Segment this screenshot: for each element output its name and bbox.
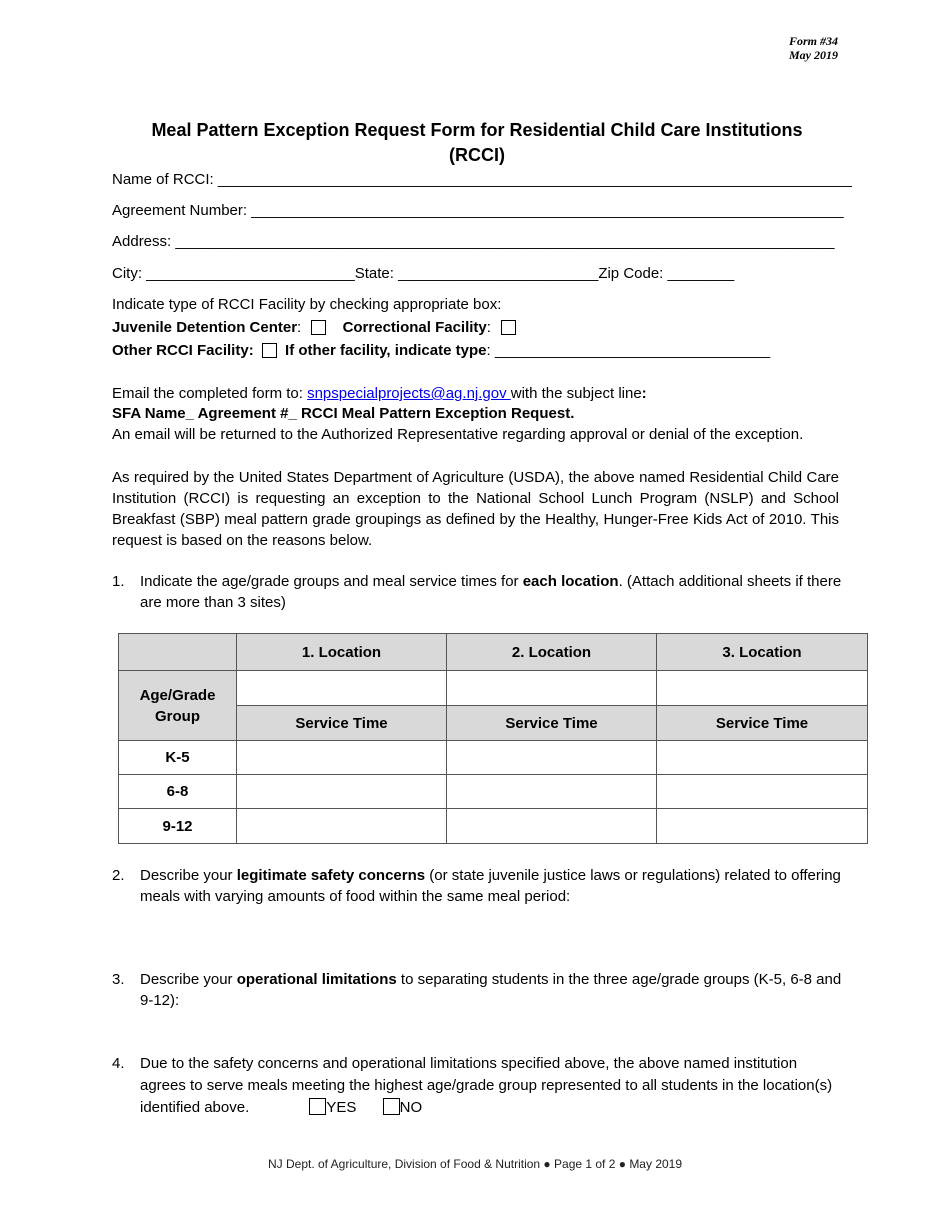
city-blank[interactable]: _________________________	[146, 265, 355, 282]
item-4-number: 4.	[112, 1055, 125, 1072]
form-date: May 2019	[789, 48, 838, 62]
address-blank[interactable]: _______________________________________________________________________________	[175, 233, 835, 250]
item-3-pre: Describe your	[140, 971, 237, 988]
item-1-bold: each location	[522, 573, 619, 590]
zip-blank[interactable]: ________	[667, 265, 735, 282]
facility-row-1	[112, 318, 516, 338]
service-time-cell[interactable]	[447, 809, 657, 844]
juvenile-checkbox[interactable]	[311, 320, 326, 335]
item-2-number: 2.	[112, 867, 125, 884]
table-header-row	[119, 634, 868, 671]
table-row	[119, 741, 868, 775]
no-option[interactable]	[383, 1097, 423, 1119]
other-facility-checkbox[interactable]	[262, 343, 277, 358]
item-2-pre: Describe your	[140, 867, 237, 884]
item-1-number: 1.	[112, 573, 125, 590]
yes-label: YES	[326, 1099, 357, 1116]
state-label: State:	[354, 265, 399, 282]
title-line-1: Meal Pattern Exception Request Form for Residential Child Care Institutions	[151, 120, 803, 140]
item-3-post: to separating students in the three age/grade groups (K-5, 6-8 and 9-12):	[140, 971, 842, 1009]
service-time-header-3: Service Time	[657, 706, 868, 741]
location-header-1: 1. Location	[237, 634, 447, 671]
service-time-cell[interactable]	[237, 809, 447, 844]
form-number: Form #34	[788, 34, 838, 48]
item-4-text	[140, 1053, 842, 1119]
service-time-header-2: Service Time	[447, 706, 657, 741]
group-9-12: 9-12	[119, 809, 237, 844]
item-2-bold: legitimate safety concerns	[236, 867, 426, 884]
email-suffix: with the subject line	[510, 385, 642, 402]
location-name-cell-3[interactable]	[657, 671, 868, 706]
group-k5: K-5	[119, 741, 237, 775]
page-footer: NJ Dept. of Agriculture, Division of Food & Nutrition ● Page 1 of 2 ● May 2019	[267, 1157, 683, 1171]
item-2-text	[140, 865, 842, 907]
item-4-body: Due to the safety concerns and operational limitations specified above, the above named institution agrees to serve meals meeting the highest age/grade group represented to all students in the location(s) identified above.	[140, 1055, 833, 1116]
email-prefix: Email the completed form to:	[112, 385, 308, 402]
item-1-pre: Indicate the age/grade groups and meal service times for	[140, 573, 523, 590]
address-field-row	[112, 232, 834, 252]
location-name-cell-2[interactable]	[447, 671, 657, 706]
group-6-8: 6-8	[119, 775, 237, 809]
statement-paragraph: As required by the United States Department of Agriculture (USDA), the above named Residential Child Care Institution (RCCI) is requesting an exception to the National School Lunch Program (NSLP) and School Breakfast (SBP) meal pattern grade groupings as defined by the Healthy, Hunger-Free Kids Act of 2010. This request is based on the reasons below.	[112, 469, 839, 549]
table-row	[119, 775, 868, 809]
item-1-text	[140, 571, 842, 613]
name-label: Name of RCCI:	[112, 171, 218, 188]
other-type-label: If other facility, indicate type	[285, 342, 487, 359]
no-checkbox[interactable]	[383, 1098, 400, 1115]
item-3-bold: operational limitations	[236, 971, 397, 988]
item-3-text	[140, 969, 842, 1011]
table-corner-cell	[119, 634, 237, 671]
item-2-post: (or state juvenile justice laws or regulations) related to offering meals with varying amounts of food within the same meal period:	[140, 867, 841, 905]
zip-label: Zip Code:	[598, 265, 668, 282]
location-header-2: 2. Location	[447, 634, 657, 671]
no-label: NO	[399, 1099, 423, 1116]
table-row	[119, 809, 868, 844]
state-blank[interactable]: ________________________	[398, 265, 599, 282]
title-line-2: (RCCI)	[449, 145, 505, 165]
agreement-field-row	[112, 201, 844, 221]
item-3-number: 3.	[112, 971, 125, 988]
city-label: City:	[112, 265, 147, 282]
service-time-cell[interactable]	[657, 741, 868, 775]
service-time-cell[interactable]	[447, 775, 657, 809]
location-table	[118, 633, 868, 844]
email-suffix-colon: :	[641, 385, 647, 402]
location-name-cell-1[interactable]	[237, 671, 447, 706]
correctional-label: Correctional Facility	[342, 319, 487, 336]
facility-row-2	[112, 341, 770, 361]
email-note: An email will be returned to the Authorized Representative regarding approval or denial of the exception.	[112, 426, 804, 443]
yes-checkbox[interactable]	[309, 1098, 326, 1115]
form-number-header	[789, 34, 838, 62]
email-link[interactable]: snpspecialprojects@ag.nj.gov	[307, 385, 511, 402]
age-group-header-text: Age/Grade Group	[139, 686, 216, 725]
colon: :	[297, 319, 302, 336]
service-time-cell[interactable]	[447, 741, 657, 775]
colon: :	[486, 319, 491, 336]
juvenile-label: Juvenile Detention Center	[112, 319, 298, 336]
item-1-post: . (Attach additional sheets if there are more than 3 sites)	[140, 573, 842, 611]
agreement-blank[interactable]: _______________________________________________________________________	[251, 202, 844, 219]
correctional-checkbox[interactable]	[501, 320, 516, 335]
service-time-cell[interactable]	[657, 775, 868, 809]
email-line	[112, 384, 647, 404]
agreement-label: Agreement Number:	[112, 202, 252, 219]
name-field-row	[112, 170, 852, 190]
age-group-header	[119, 671, 237, 741]
page-title	[112, 118, 842, 168]
colon: :	[486, 342, 491, 359]
service-time-header-1: Service Time	[237, 706, 447, 741]
city-state-zip-row	[112, 264, 734, 284]
name-blank[interactable]: ____________________________________________________________________________	[217, 171, 852, 188]
yes-option[interactable]	[309, 1097, 356, 1119]
address-label: Address:	[112, 233, 176, 250]
location-header-3: 3. Location	[657, 634, 868, 671]
facility-instruction: Indicate type of RCCI Facility by checking appropriate box:	[112, 296, 502, 313]
service-time-cell[interactable]	[237, 741, 447, 775]
service-time-cell[interactable]	[237, 775, 447, 809]
service-time-cell[interactable]	[657, 809, 868, 844]
location-name-row	[119, 671, 868, 706]
other-type-blank[interactable]: _________________________________	[494, 342, 771, 359]
other-facility-label: Other RCCI Facility:	[112, 342, 254, 359]
email-subject: SFA Name_ Agreement #_ RCCI Meal Pattern Exception Request.	[112, 405, 575, 422]
